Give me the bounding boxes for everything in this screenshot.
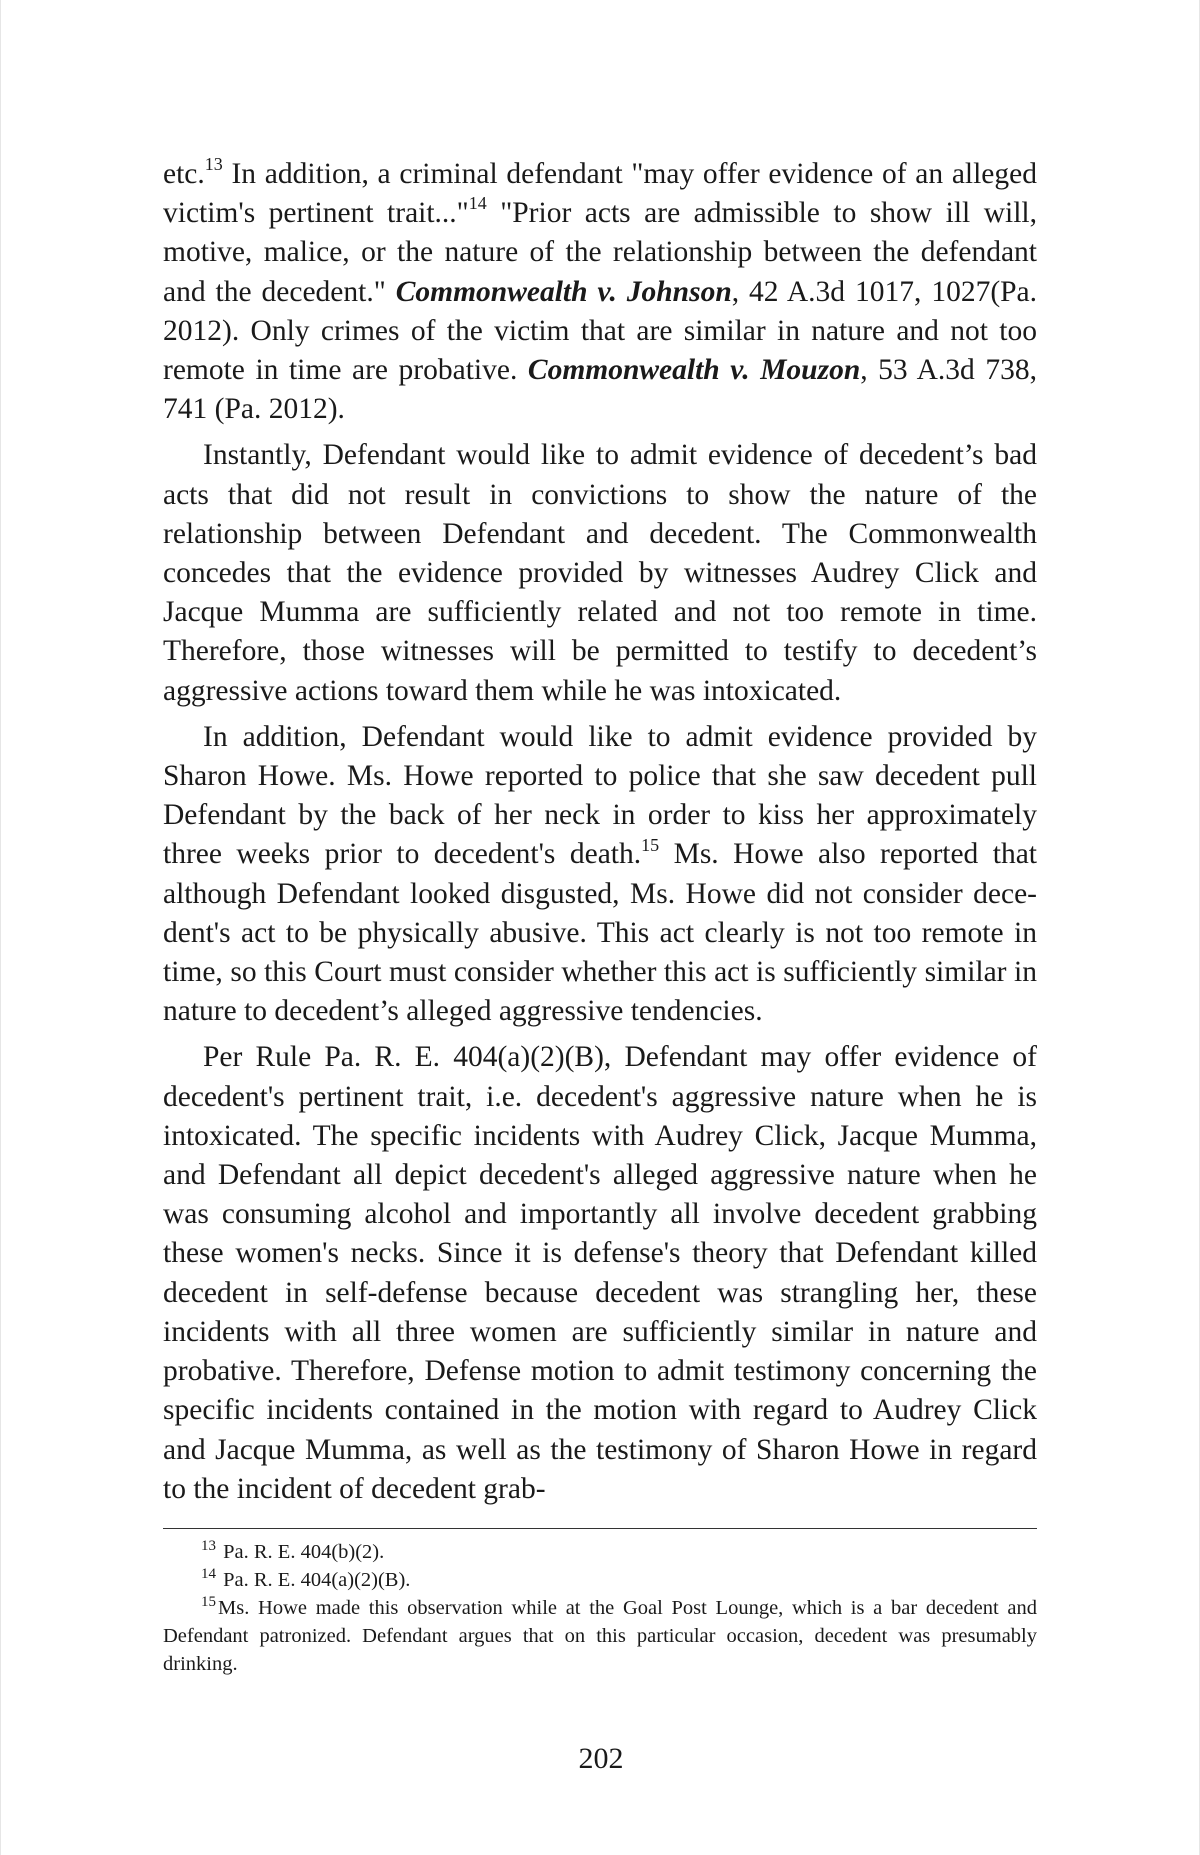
footnote-ref-15: 15: [641, 834, 660, 855]
text-run: , 42 A.3d 1017, 1027(Pa. 2012). Only crimes of the victim that are similar in nature and not too remote in time are probative.: [163, 275, 1038, 387]
footnote-divider: [163, 1528, 1037, 1529]
footnote-text: Ms. Howe made this observation while at the Goal Post Lounge, which is a bar decedent and Defendant patronized. Defendant argues that on this particular occasion, decedent was presumably drinking.: [163, 1597, 1037, 1675]
footnote-ref-13: 13: [204, 154, 223, 175]
paragraph-1: [163, 155, 1037, 429]
paragraph-3: [163, 718, 1037, 1032]
text-run: "Prior acts are admissible to show ill will, motive, malice, or the nature of the relationship between the defendant and the decedent.": [163, 197, 1037, 308]
text-run: In addition, a criminal defendant "may offer evidence of an alleged victim's pertinent trait...": [163, 158, 1037, 230]
text-run: etc.: [163, 158, 205, 190]
footnote-text: Pa. R. E. 404(b)(2).: [223, 1541, 385, 1563]
footnote-ref-14: 14: [468, 193, 487, 214]
case-citation: Commonwealth v. Mouzon: [527, 354, 861, 387]
case-citation: Commonwealth v. Johnson: [395, 275, 732, 308]
text-run: In addition, Defendant would like to admit evidence provided by Sharon Howe. Ms. Howe reported to police that she saw decedent pull Defendant by the back of her neck in order to kiss her approximately three weeks prior to decedent's death.: [163, 720, 1037, 871]
footnote-number: 14: [201, 1566, 216, 1583]
footnote-13: [163, 1538, 1037, 1566]
footnote-text: Pa. R. E. 404(a)(2)(B).: [223, 1569, 411, 1591]
paragraph-2: Instantly, Defendant would like to admit evidence of decedent’s bad acts that did not result in convictions to show the nature of the relationship between Defendant and decedent. The Commonwealth concedes that the evidence provided by witnesses Audrey Click and Jacque Mumma are sufficiently related and not too remote in time. Therefore, those witnesses will be permitted to testify to decedent’s aggressive actions toward them while he was intoxicated.: [163, 439, 1037, 707]
footnote-number: 13: [201, 1538, 216, 1555]
page-number: 202: [578, 1742, 624, 1775]
footnote-15: [163, 1594, 1037, 1678]
body-text: [163, 155, 1037, 1509]
footnote-number: 15: [201, 1594, 216, 1611]
text-run: Ms. Howe also reported that although Defendant looked disgusted, Ms. Howe did not consider decedent's act to be physically abusive. This act clearly is not too remote in time, so this Court must consider whether this act is sufficiently similar in nature to decedent’s alleged aggressive tendencies.: [163, 838, 1038, 1028]
text-run: , 53 A.3d 738, 741 (Pa. 2012).: [163, 354, 1037, 426]
paragraph-4: Per Rule Pa. R. E. 404(a)(2)(B), Defendant may offer evidence of decedent's pertinent trait, i.e. decedent's aggressive nature when he is intoxicated. The specific incidents with Audrey Click, Jacque Mumma, and Defendant all depict decedent's alleged aggressive nature when he was consuming alcohol and importantly all involve decedent grabbing these women's necks. Since it is defense's theory that Defendant killed decedent in self-defense because decedent was strangling her, these incidents with all three women are sufficiently similar in nature and probative. Therefore, Defense motion to admit testimony concerning the specific incidents contained in the motion with regard to Audrey Click and Jacque Mumma, as well as the testimony of Sharon Howe in regard to the incident of decedent grab-: [163, 1041, 1037, 1505]
footnote-14: [163, 1566, 1037, 1594]
footnotes: [163, 1538, 1037, 1678]
